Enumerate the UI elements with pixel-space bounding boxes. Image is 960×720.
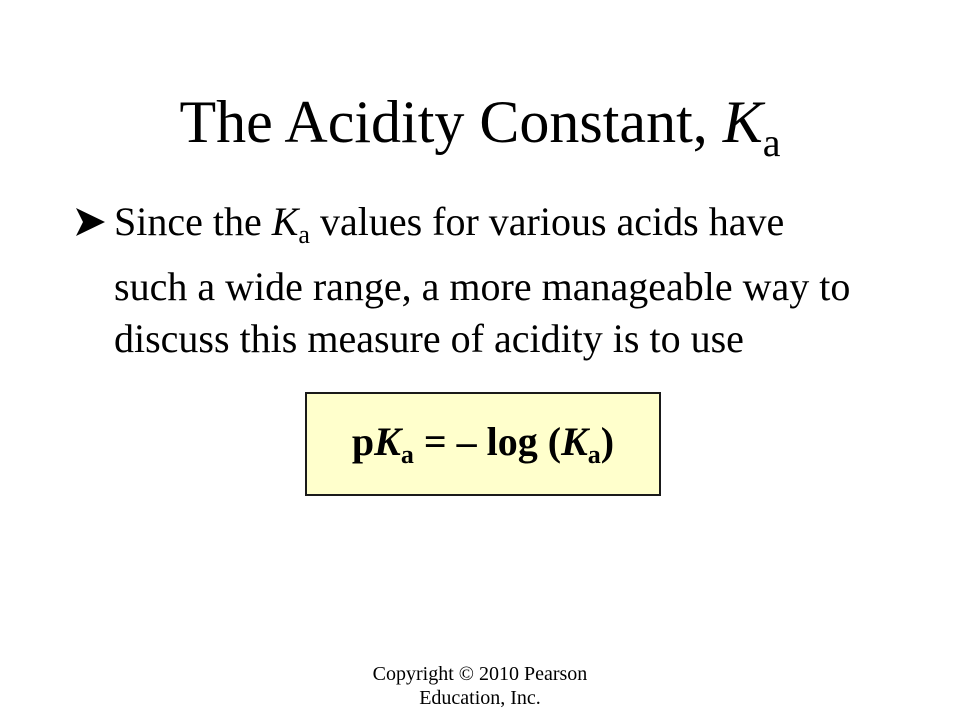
title-text: The Acidity Constant, (179, 89, 723, 155)
bullet-text (114, 196, 904, 365)
title-k-symbol: K (722, 89, 763, 155)
title-subscript: a (762, 120, 781, 165)
bullet-k-symbol: K (271, 199, 299, 244)
copyright-line-2: Education, Inc. (419, 687, 541, 709)
slide-title (0, 82, 960, 183)
formula-box (305, 392, 661, 496)
copyright-footer (320, 662, 640, 710)
bullet-subscript: a (298, 220, 310, 249)
bullet-line-3: discuss this measure of acidity is to use (114, 316, 744, 361)
bullet-item (74, 196, 904, 365)
bullet-line-2: such a wide range, a more manageable way to (114, 264, 851, 309)
bullet-line-1: Since the $K_a$ values for various acids have (114, 199, 785, 249)
arrow-bullet-icon (74, 205, 108, 239)
copyright-line-1: Copyright © 2010 Pearson (372, 663, 588, 685)
pka-formula: $pK_a$ = – $\log (K_a)$ (351, 419, 615, 469)
